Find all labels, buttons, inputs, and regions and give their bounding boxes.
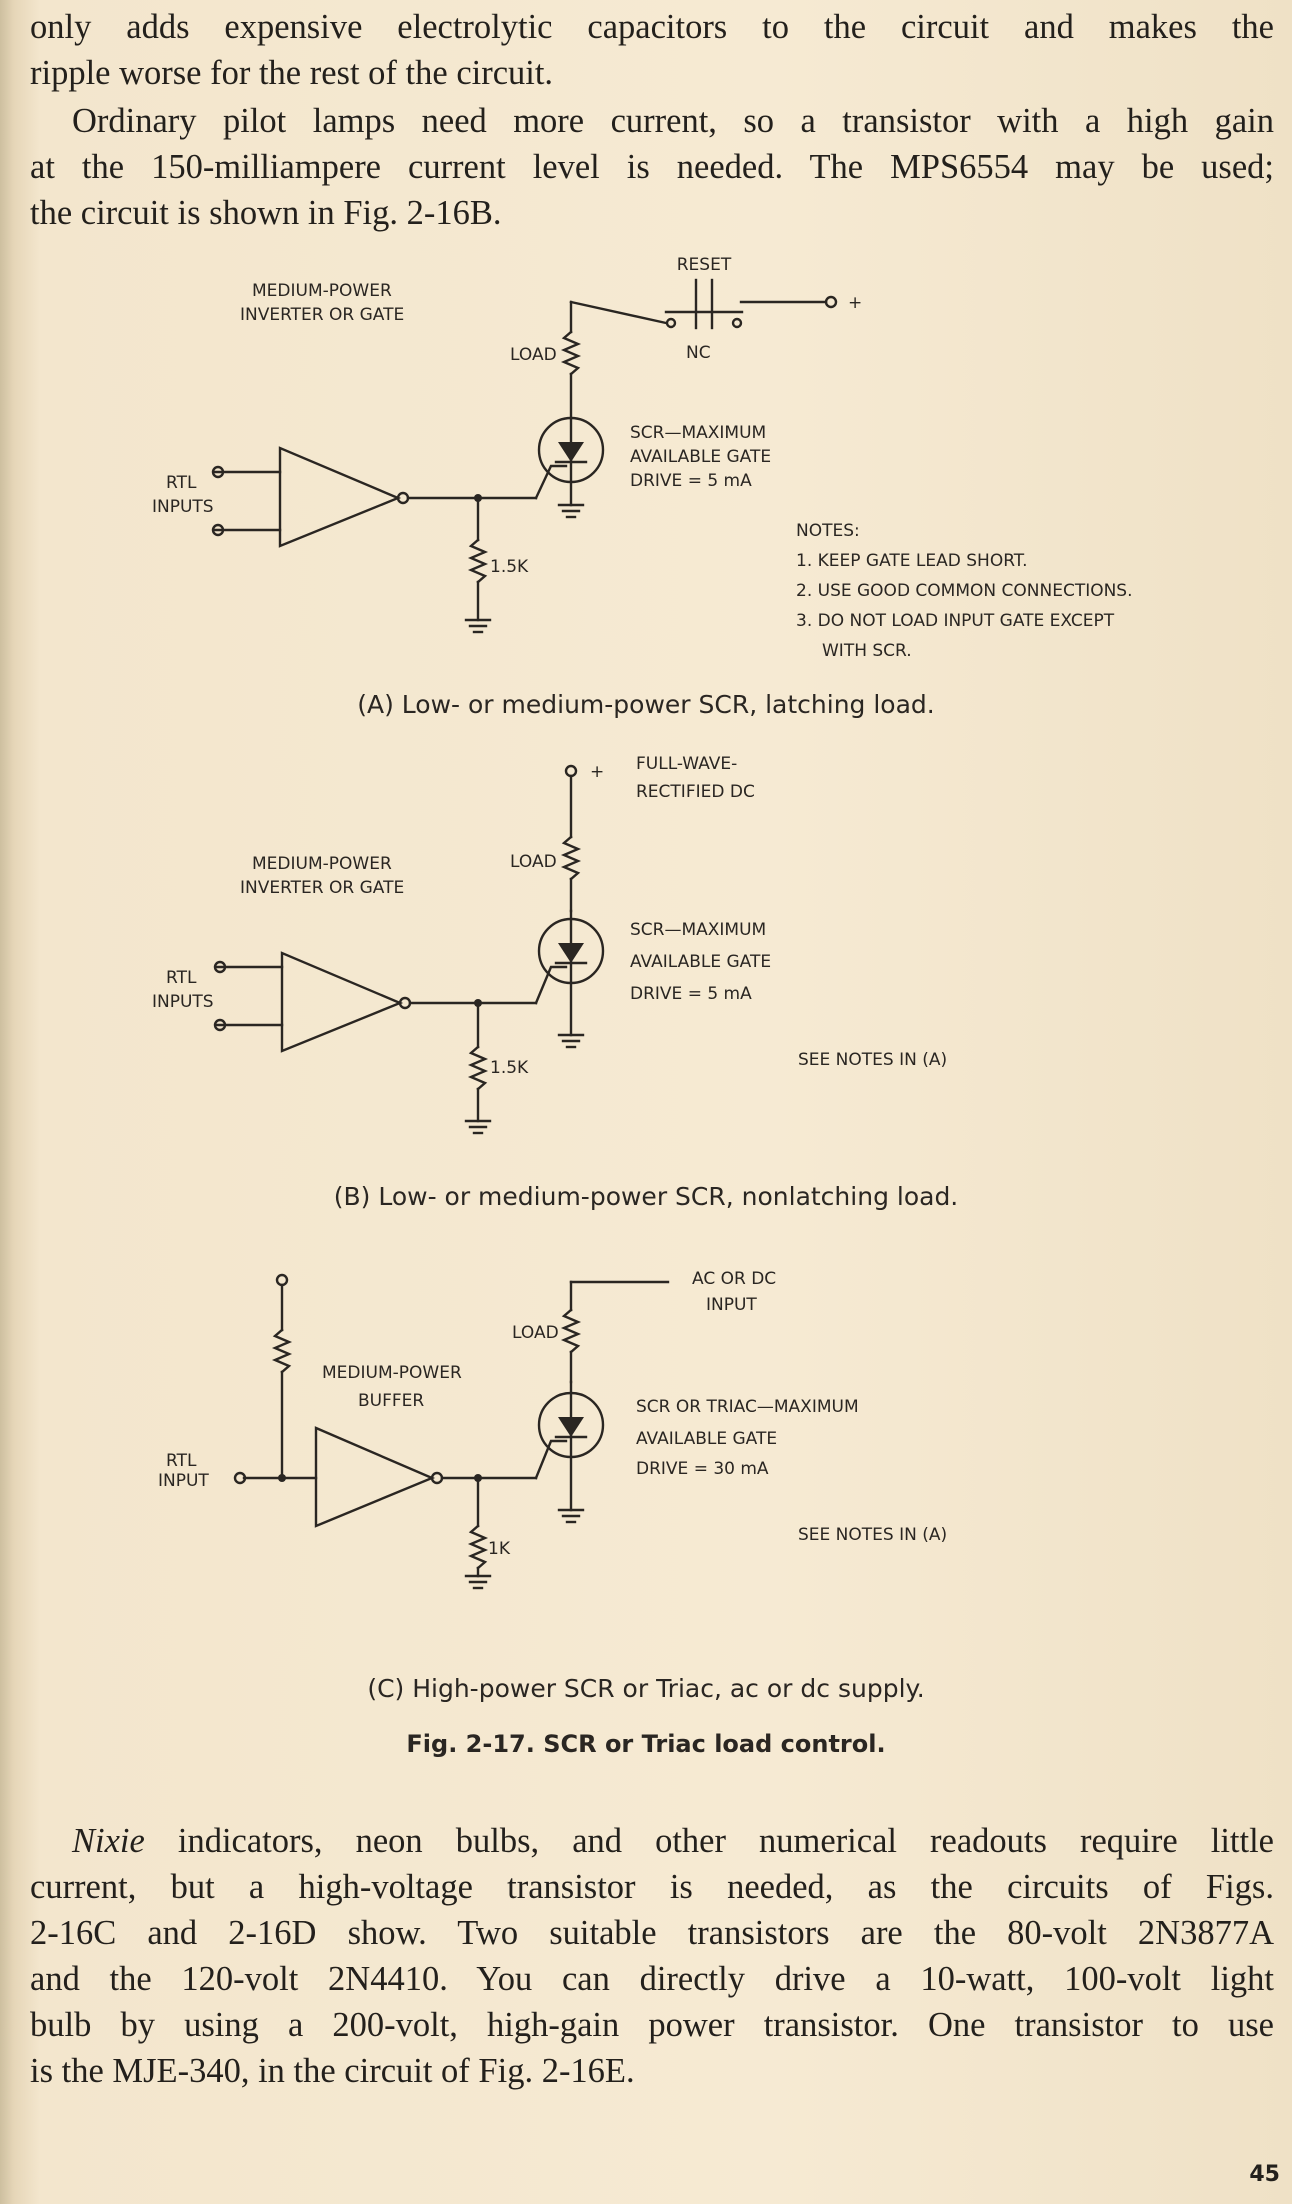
figure-title: Fig. 2-17. SCR or Triac load control. xyxy=(406,1730,886,1758)
ac-input xyxy=(571,1269,776,1315)
nixie-word: Nixie xyxy=(72,1822,145,1860)
resistor-label: 1K xyxy=(488,1539,510,1559)
buffer-label-1: MEDIUM-POWER xyxy=(322,1363,462,1383)
input-label: INPUT xyxy=(158,1471,209,1491)
supply-label-1: FULL-WAVE- xyxy=(636,754,738,774)
inverter-label-2: INVERTER OR GATE xyxy=(240,878,405,898)
text-line: current, but a high-voltage transistor is needed, as the circuits of Figs. xyxy=(30,1868,1274,1906)
load-label: LOAD xyxy=(510,852,557,872)
resistor-label: 1.5K xyxy=(490,1058,529,1078)
text-fragment: indicators, neon bulbs, and other numerical readouts require little xyxy=(144,1822,1274,1860)
circuit-diagram-c xyxy=(0,1260,1292,1590)
text-line: only adds expensive electrolytic capacitors to the circuit and makes the xyxy=(30,8,1274,46)
text-line: is the MJE-340, in the circuit of Fig. 2-16E. xyxy=(30,2052,635,2090)
inverter-label-2: INVERTER OR GATE xyxy=(240,305,405,325)
rtl-label: RTL xyxy=(166,968,197,988)
plus-label: + xyxy=(590,762,605,782)
note-1: 1. KEEP GATE LEAD SHORT. xyxy=(796,551,1028,571)
scr-label-3: DRIVE = 5 mA xyxy=(630,471,752,491)
gate-resistor xyxy=(408,494,536,632)
load-label: LOAD xyxy=(512,1323,559,1343)
text-line: 2-16C and 2-16D show. Two suitable transistors are the 80-volt 2N3877A xyxy=(30,1914,1274,1952)
caption-a: (A) Low- or medium-power SCR, latching load. xyxy=(357,690,935,719)
text-line: and the 120-volt 2N4410. You can directly drive a 10-watt, 100-volt light xyxy=(30,1960,1274,1998)
circuit-diagram-a xyxy=(0,240,1292,680)
caption-b: (B) Low- or medium-power SCR, nonlatching load. xyxy=(333,1182,959,1211)
nc-label: NC xyxy=(686,343,711,363)
notes-block xyxy=(796,521,1133,661)
gate-resistor xyxy=(410,999,536,1133)
scr-label-3: DRIVE = 5 mA xyxy=(630,984,752,1004)
text-line: the circuit is shown in Fig. 2-16B. xyxy=(30,194,502,232)
paragraph-pilot-lamps xyxy=(30,98,1274,236)
gate-resistor xyxy=(442,1474,536,1588)
load-resistor xyxy=(510,776,578,911)
load-resistor xyxy=(510,302,666,418)
page-number: 45 xyxy=(1249,2162,1280,2187)
scr-triac-symbol xyxy=(536,1382,859,1522)
paragraph-nixie xyxy=(30,1818,1274,2094)
scr-label-2: AVAILABLE GATE xyxy=(630,447,772,467)
scr-label-1: SCR—MAXIMUM xyxy=(630,920,767,940)
text-line: Ordinary pilot lamps need more current, so a transistor with a high gain xyxy=(72,102,1274,140)
rtl-label: RTL xyxy=(166,1451,197,1471)
supply-terminal xyxy=(566,754,755,802)
inverter-label-1: MEDIUM-POWER xyxy=(252,281,392,301)
resistor-label: 1.5K xyxy=(490,557,529,577)
text-line: at the 150-milliampere current level is needed. The MPS6554 may be used; xyxy=(30,148,1274,186)
note-3: 3. DO NOT LOAD INPUT GATE EXCEPT xyxy=(796,611,1115,631)
paragraph-top xyxy=(30,4,1274,96)
see-notes-label: SEE NOTES IN (A) xyxy=(798,1050,948,1070)
buffer-label-2: BUFFER xyxy=(358,1391,425,1411)
see-notes-label: SEE NOTES IN (A) xyxy=(798,1525,948,1545)
ac-label-2: INPUT xyxy=(706,1295,757,1315)
text-line: bulb by using a 200-volt, high-gain power transistor. One transistor to use xyxy=(30,2006,1274,2044)
notes-title: NOTES: xyxy=(796,521,860,541)
circuit-diagram-b xyxy=(0,745,1292,1145)
text-line: ripple worse for the rest of the circuit. xyxy=(30,54,554,92)
rtl-label: RTL xyxy=(166,473,197,493)
ac-label-1: AC OR DC xyxy=(692,1269,777,1289)
note-2: 2. USE GOOD COMMON CONNECTIONS. xyxy=(796,581,1133,601)
inverter-label-1: MEDIUM-POWER xyxy=(252,854,392,874)
buffer-gate xyxy=(158,1363,462,1526)
scr-symbol xyxy=(536,418,771,517)
plus-label: + xyxy=(848,293,863,313)
text-line xyxy=(30,1818,1274,1864)
inverter-gate xyxy=(152,281,408,546)
inverter-gate xyxy=(152,854,410,1051)
scr-label-3: DRIVE = 30 mA xyxy=(636,1459,769,1479)
pullup-resistor xyxy=(275,1275,289,1482)
caption-c: (C) High-power SCR or Triac, ac or dc supply. xyxy=(367,1674,925,1703)
load-resistor xyxy=(512,1282,578,1382)
supply-label-2: RECTIFIED DC xyxy=(636,782,755,802)
scr-label-2: AVAILABLE GATE xyxy=(630,952,772,972)
scr-label-1: SCR—MAXIMUM xyxy=(630,423,767,443)
reset-switch xyxy=(666,255,862,363)
load-label: LOAD xyxy=(510,345,557,365)
scr-symbol xyxy=(536,911,771,1047)
inputs-label: INPUTS xyxy=(152,497,214,517)
reset-label: RESET xyxy=(676,255,732,275)
scr-label-2: AVAILABLE GATE xyxy=(636,1429,778,1449)
note-3-cont: WITH SCR. xyxy=(822,641,912,661)
inputs-label: INPUTS xyxy=(152,992,214,1012)
scr-label-1: SCR OR TRIAC—MAXIMUM xyxy=(636,1397,859,1417)
